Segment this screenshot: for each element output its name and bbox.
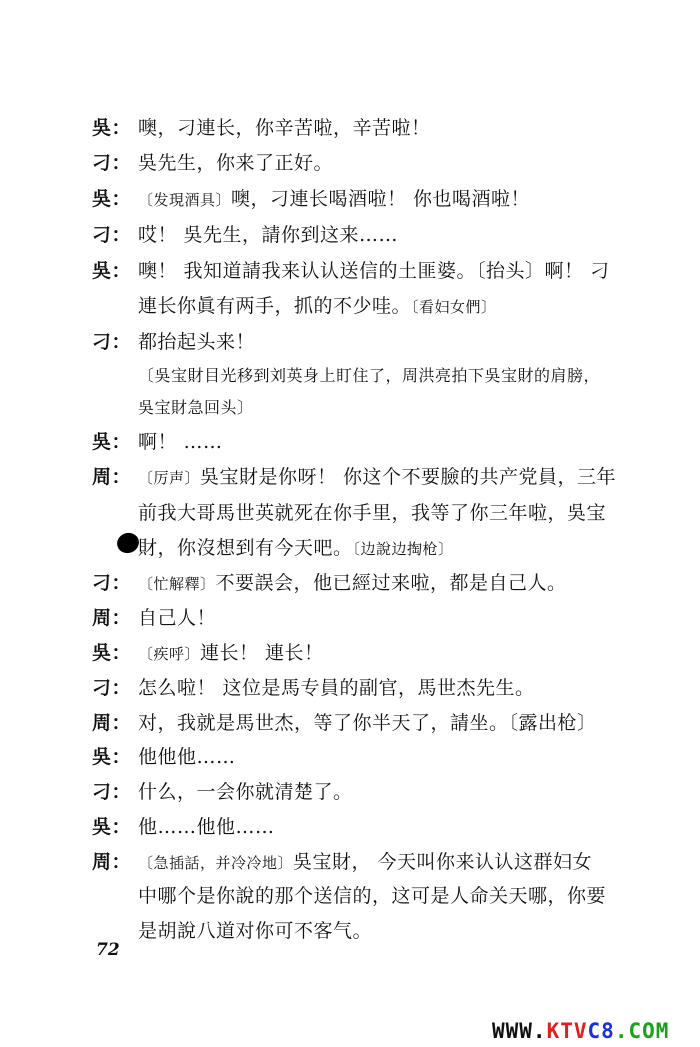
dialogue-text: 啊！ …… xyxy=(138,431,223,453)
stage-direction: 吳宝財急回头〕 xyxy=(138,398,254,417)
speaker-label: 刁： xyxy=(92,677,132,699)
dialogue-text: 都抬起头来！ xyxy=(138,331,256,353)
dialogue-text: 連长你眞有两手，抓的不少哇。 xyxy=(138,295,412,317)
speaker-label: 周： xyxy=(92,851,132,873)
stage-direction: 〔看妇女們〕 xyxy=(411,298,497,316)
dialogue-line xyxy=(92,223,398,247)
stage-direction: 〔急插話，并冷冷地〕 xyxy=(138,854,294,872)
dialogue-line xyxy=(92,711,597,735)
speaker-label: 吳： xyxy=(92,431,132,453)
dialogue-text: 噢，刁連长，你辛苦啦，辛苦啦！ xyxy=(138,117,431,139)
dialogue-text: 噢！ 我知道請我来认认送信的土匪婆。〔抬头〕啊！ 刁 xyxy=(138,260,610,282)
watermark-com: .COM xyxy=(614,1019,670,1043)
dialogue-continuation xyxy=(138,501,606,525)
dialogue-line xyxy=(92,430,223,454)
speaker-label: 刁： xyxy=(92,781,132,803)
dialogue-text: 他他他…… xyxy=(138,746,236,768)
speaker-label: 吳： xyxy=(92,117,132,139)
page-number: 72 xyxy=(96,940,120,960)
stage-direction: 〔发現酒具〕 xyxy=(138,191,232,209)
dialogue-text: 吳先生，你来了正好。 xyxy=(138,152,334,174)
speaker-label: 刁： xyxy=(92,572,132,594)
speaker-label: 刁： xyxy=(92,331,132,353)
dialogue-line xyxy=(92,465,616,490)
speaker-label: 刁： xyxy=(92,152,132,174)
speaker-label: 周： xyxy=(92,466,132,488)
speaker-label: 吳： xyxy=(92,260,132,282)
stage-direction: 〔边說边掏枪〕 xyxy=(352,540,454,558)
dialogue-line xyxy=(92,606,216,630)
dialogue-text: 怎么啦！ 这位是馬专員的副官，馬世杰先生。 xyxy=(138,677,535,699)
dialogue-text: 他……他他…… xyxy=(138,816,275,838)
dialogue-text: 中哪个是你說的那个送信的，这可是人命关天哪，你要 xyxy=(138,885,607,907)
watermark-www: WWW. xyxy=(492,1019,547,1043)
speaker-label: 吳： xyxy=(92,816,132,838)
dialogue-line xyxy=(92,641,324,666)
dialogue-continuation xyxy=(138,536,454,561)
stage-direction: 〔疾呼〕 xyxy=(138,645,201,663)
dialogue-continuation xyxy=(138,919,372,943)
stage-direction: 〔忙解釋〕 xyxy=(138,575,216,593)
dialogue-text: 吳宝財是你呀！ 你这个不要臉的共产党員，三年 xyxy=(200,466,617,488)
speaker-label: 刁： xyxy=(92,224,132,246)
dialogue-text: 連长！ 連长！ xyxy=(200,642,324,664)
watermark-ktv: KTV xyxy=(546,1019,588,1043)
dialogue-text: 噢，刁連长喝酒啦！ 你也喝酒啦！ xyxy=(231,188,531,210)
dialogue-text: 財，你沒想到有今天吧。 xyxy=(138,537,353,559)
stage-direction: 〔吳宝財目光移到刘英身上盯住了，周洪亮拍下吳宝財的肩膀， xyxy=(138,366,601,385)
dialogue-line xyxy=(92,850,592,875)
dialogue-text: 是胡說八道对你可不客气。 xyxy=(138,920,373,942)
dialogue-line xyxy=(92,116,431,140)
watermark-c8: C8 xyxy=(587,1019,615,1043)
speaker-label: 吳： xyxy=(92,188,132,210)
dialogue-text: 哎！ 吳先生，請你到这来…… xyxy=(138,224,399,246)
dialogue-line xyxy=(92,676,535,700)
watermark xyxy=(492,1019,669,1043)
dialogue-text: 对，我就是馬世杰，等了你半天了，請坐。〔露出枪〕 xyxy=(138,712,597,734)
dialogue-text: 吳宝財， 今天叫你来认认这群妇女 xyxy=(293,851,593,873)
dialogue-text: 不要誤会，他已經过来啦，都是自己人。 xyxy=(215,572,567,594)
dialogue-line xyxy=(92,571,567,596)
dialogue-continuation xyxy=(138,294,497,319)
speaker-label: 吳： xyxy=(92,746,132,768)
speaker-label: 吳： xyxy=(92,642,132,664)
dialogue-line xyxy=(92,259,610,283)
dialogue-line xyxy=(92,151,333,175)
dialogue-text: 什么，一会你就清楚了。 xyxy=(138,781,353,803)
dialogue-line xyxy=(92,815,275,839)
speaker-label: 周： xyxy=(92,607,132,629)
dialogue-text: 前我大哥馬世英就死在你手里，我等了你三年啦，吳宝 xyxy=(138,502,607,524)
speaker-label: 周： xyxy=(92,712,132,734)
dialogue-continuation xyxy=(138,884,606,908)
dialogue-line xyxy=(92,745,236,769)
dialogue-line xyxy=(92,330,255,354)
dialogue-text: 自己人！ xyxy=(138,607,217,629)
stage-direction: 〔厉声〕 xyxy=(138,469,201,487)
dialogue-line xyxy=(92,187,530,212)
dialogue-line xyxy=(92,780,353,804)
